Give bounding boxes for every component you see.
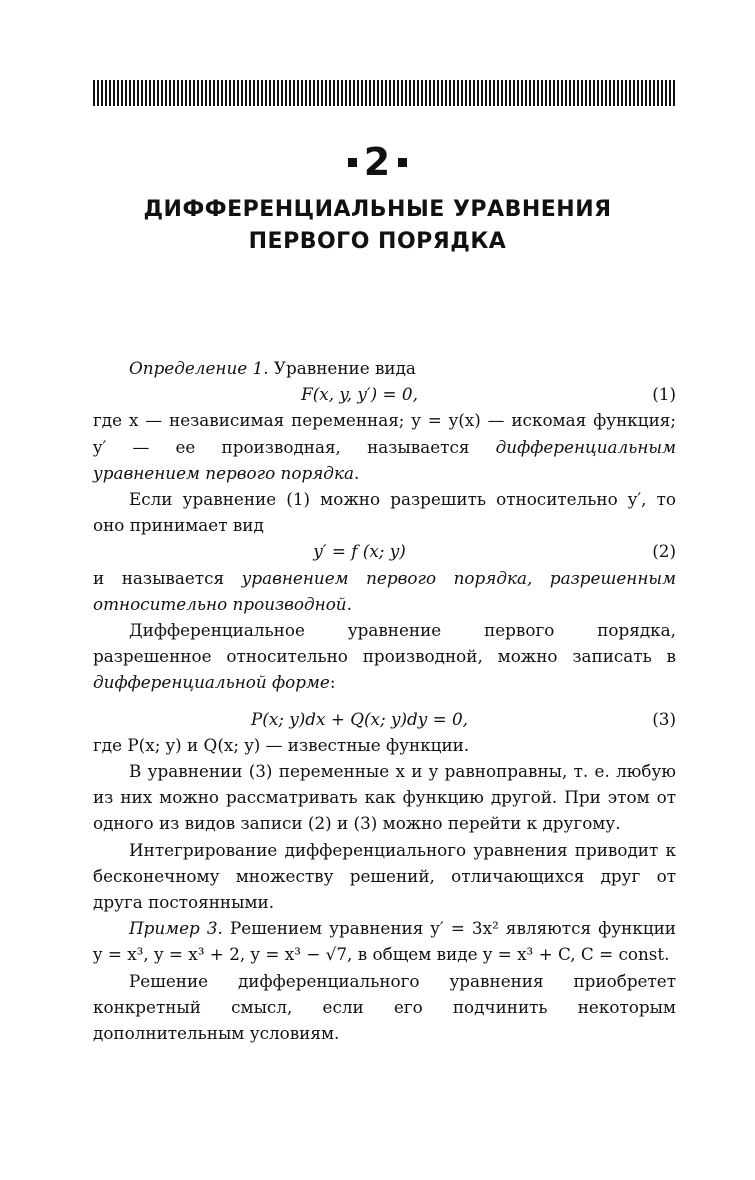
- chapter-number: 2: [0, 140, 755, 184]
- body-text: [93, 355, 676, 1046]
- chapter-title: ДИФФЕРЕНЦИАЛЬНЫЕ УРАВНЕНИЯ ПЕРВОГО ПОРЯДКА: [143, 197, 612, 254]
- paragraph-8: Решение дифференциального уравнения приобретет конкретный смысл, если его подчинить некоторым дополнительным условиям.: [93, 970, 676, 1044]
- header-rule: [93, 80, 676, 106]
- paragraph-3: и называется уравнением первого порядка, разрешенным относительно производной.: [93, 567, 676, 614]
- paragraph-2: Если уравнение (1) можно разрешить относительно y′, то оно принимает вид: [93, 489, 676, 536]
- paragraph-1: где x — независимая переменная; y = y(x) — искомая функция; y′ — ее производная, называется дифференциальным уравнением первого порядка.: [93, 410, 676, 483]
- paragraph-7: Интегрирование дифференциального уравнения приводит к бесконечному множеству решений, отличающихся друг от друга постоянными.: [93, 839, 676, 913]
- left-square-ornament: [348, 158, 357, 167]
- paragraph-4: Дифференциальное уравнение первого порядка, разрешенное относительно производной, можно записать в дифференциальной форме:: [93, 620, 676, 693]
- equation-3: P(x; y)dx + Q(x; y)dy = 0, (3): [250, 708, 676, 729]
- right-square-ornament: [398, 158, 407, 167]
- example-paragraph: Пример 3. Решением уравнения y′ = 3x² являются функции y = x³, y = x³ + 2, y = x³ − √7, в общем виде y = x³ + C, C = const.: [93, 918, 676, 965]
- paragraph-6: В уравнении (3) переменные x и y равноправны, т. е. любую из них можно рассматривать как функцию другой. При этом от одного из видов записи (2) и (3) можно перейти к другому.: [93, 761, 676, 834]
- equation-2: y′ = f (x; y) (2): [313, 541, 676, 562]
- equation-1: F(x, y, y′) = 0, (1): [301, 384, 676, 405]
- definition-paragraph: Определение 1. Уравнение вида: [129, 358, 416, 378]
- paragraph-5: где P(x; y) и Q(x; y) — известные функции.: [93, 734, 470, 755]
